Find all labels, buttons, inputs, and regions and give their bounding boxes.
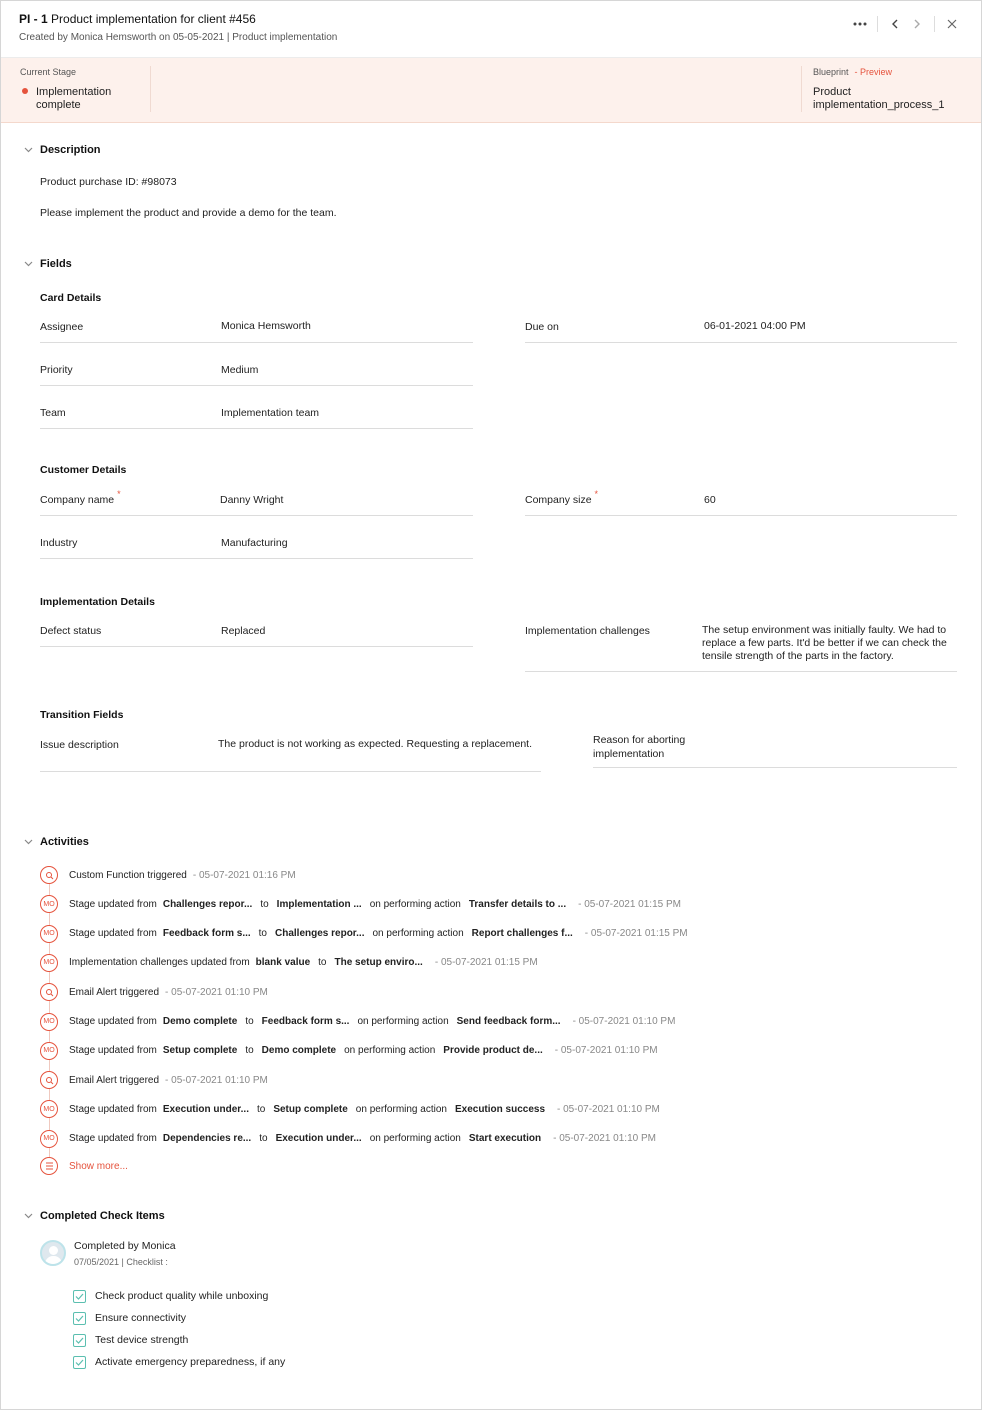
stage-status-dot: [22, 88, 28, 94]
activity-value: Demo complete: [162, 1016, 238, 1027]
activity-item: [40, 1100, 660, 1118]
current-stage-label: Current Stage: [20, 67, 77, 77]
industry-field[interactable]: [40, 529, 473, 559]
company-size-label: [525, 489, 599, 506]
company-name-field[interactable]: [40, 486, 473, 516]
checkbox-checked-icon: [73, 1334, 86, 1347]
activity-item: [40, 1071, 268, 1089]
description-line-1: Product purchase ID: #98073: [40, 176, 177, 188]
checklist-meta: 07/05/2021 | Checklist :: [74, 1257, 168, 1267]
activity-timestamp: - 05-07-2021 01:15 PM: [434, 957, 538, 969]
team-value[interactable]: Implementation team: [221, 407, 320, 419]
fields-heading-text: Fields: [40, 258, 72, 270]
activity-value: Setup complete: [162, 1045, 238, 1057]
activity-value: Start execution: [468, 1133, 542, 1145]
checkbox-checked-icon: [73, 1312, 86, 1325]
issue-description-label: Issue description: [40, 739, 119, 751]
activity-timestamp: - 05-07-2021 01:10 PM: [557, 1103, 660, 1115]
activity-value: Transfer details to ...: [468, 898, 567, 910]
implementation-details-heading: Implementation Details: [40, 596, 155, 608]
stage-divider: [801, 66, 802, 112]
activity-value: Execution under...: [275, 1133, 362, 1145]
function-icon: [40, 866, 58, 884]
defect-status-label: Defect status: [40, 625, 102, 637]
function-icon: [40, 983, 58, 1001]
activity-text: Stage updated from: [69, 1103, 157, 1115]
team-label: Team: [40, 407, 66, 419]
activity-text: Stage updated from: [69, 928, 157, 940]
activity-text: Stage updated from: [69, 1016, 157, 1027]
user-initials-badge: MO: [40, 895, 58, 913]
user-initials-badge: MO: [40, 1130, 58, 1148]
user-initials-badge: MO: [40, 1013, 58, 1031]
blueprint-preview-link[interactable]: - Preview: [854, 67, 893, 77]
header-divider: [877, 16, 878, 32]
check-item: [73, 1311, 186, 1325]
required-indicator: *: [594, 489, 599, 499]
implementation-challenges-label: Implementation challenges: [525, 625, 650, 637]
more-options-icon[interactable]: [849, 14, 871, 34]
activity-text: to: [245, 1045, 254, 1057]
description-heading[interactable]: [23, 144, 101, 156]
checkbox-checked-icon: [73, 1356, 86, 1369]
blueprint-label-text: Blueprint: [813, 67, 849, 77]
activity-text: to: [245, 1016, 254, 1027]
show-more-row[interactable]: [40, 1157, 128, 1175]
check-item-label: Ensure connectivity: [95, 1312, 187, 1324]
due-on-value[interactable]: 06-01-2021 04:00 PM: [704, 320, 806, 332]
completed-check-items-heading[interactable]: [23, 1210, 165, 1222]
close-icon[interactable]: [941, 14, 963, 34]
activity-item: [40, 1130, 656, 1148]
user-initials-badge: MO: [40, 925, 58, 943]
activity-value: Dependencies re...: [162, 1133, 252, 1145]
user-initials-badge: MO: [40, 954, 58, 972]
blueprint-value[interactable]: Product implementation_process_1: [813, 86, 945, 111]
issue-description-field[interactable]: [40, 731, 541, 772]
activity-text: Stage updated from: [69, 1045, 157, 1057]
check-item: [73, 1333, 188, 1347]
stage-divider: [150, 66, 151, 112]
activity-text: Implementation challenges updated from: [69, 957, 250, 969]
checkbox-checked-icon: [73, 1290, 86, 1303]
record-id: PI - 1: [19, 12, 48, 26]
check-item: [73, 1289, 268, 1303]
activity-text: to: [258, 928, 267, 940]
card-details-heading: Card Details: [40, 292, 102, 304]
activity-timestamp: - 05-07-2021 01:16 PM: [192, 869, 296, 881]
record-subtitle: Created by Monica Hemsworth on 05-05-2021 | Product implementation: [19, 32, 338, 43]
activity-value: Report challenges f...: [471, 928, 573, 940]
activity-timestamp: - 05-07-2021 01:10 PM: [165, 986, 268, 998]
activity-timestamp: - 05-07-2021 01:10 PM: [554, 1045, 658, 1057]
activity-timestamp: - 05-07-2021 01:10 PM: [553, 1133, 656, 1145]
industry-label: Industry: [40, 537, 78, 549]
activity-text: on performing action: [344, 1045, 436, 1057]
issue-description-value[interactable]: The product is not working as expected. Requesting a replacement.: [218, 738, 533, 750]
completed-by-text: Completed by Monica: [74, 1240, 176, 1252]
activity-timestamp: - 05-07-2021 01:10 PM: [572, 1016, 676, 1027]
company-size-value[interactable]: 60: [704, 494, 716, 506]
activity-value: Setup complete: [273, 1103, 348, 1115]
activity-text: on performing action: [355, 1103, 447, 1115]
function-icon: [40, 1071, 58, 1089]
header-divider: [934, 16, 935, 32]
blueprint-label: [813, 67, 892, 77]
show-more-link[interactable]: Show more...: [69, 1160, 128, 1172]
user-initials-badge: MO: [40, 1042, 58, 1060]
activity-item: [40, 866, 296, 884]
activity-value: Challenges repor...: [275, 928, 365, 940]
priority-field[interactable]: [40, 356, 473, 386]
activity-item: [40, 954, 538, 972]
check-item-label: Check product quality while unboxing: [95, 1290, 269, 1302]
chevron-down-icon[interactable]: [23, 837, 33, 847]
abort-reason-field[interactable]: [593, 731, 957, 768]
activity-timestamp: - 05-07-2021 01:10 PM: [165, 1074, 268, 1086]
company-name-value[interactable]: Danny Wright: [220, 494, 284, 506]
defect-status-field[interactable]: [40, 617, 473, 647]
activity-item: [40, 1042, 658, 1060]
current-stage-value: Implementation complete: [36, 86, 112, 111]
priority-value[interactable]: Medium: [221, 364, 259, 376]
record-title: [19, 12, 256, 26]
activity-text: to: [260, 898, 269, 910]
check-item-label: Test device strength: [95, 1334, 189, 1346]
priority-label: Priority: [40, 364, 73, 376]
implementation-challenges-field[interactable]: [525, 617, 957, 672]
stage-bar: [1, 58, 981, 123]
assignee-label: Assignee: [40, 321, 84, 333]
activity-value: Demo complete: [261, 1045, 337, 1057]
activity-text: to: [259, 1133, 268, 1145]
due-on-label: Due on: [525, 321, 559, 333]
activity-value: Execution success: [454, 1103, 546, 1115]
activity-value: Feedback form s...: [162, 928, 251, 940]
header-actions: [849, 14, 963, 34]
activity-timestamp: - 05-07-2021 01:15 PM: [584, 928, 688, 940]
list-icon: [40, 1157, 58, 1175]
activity-item: [40, 895, 681, 913]
avatar: [40, 1240, 66, 1266]
description-line-2: Please implement the product and provide a demo for the team.: [40, 207, 337, 219]
record-title-text: Product implementation for client #456: [51, 12, 256, 26]
user-initials-badge: MO: [40, 1100, 58, 1118]
activity-value: Feedback form s...: [261, 1016, 350, 1027]
activity-value: Send feedback form...: [456, 1016, 561, 1027]
activity-item: [40, 925, 688, 943]
activity-text: Email Alert triggered: [69, 986, 160, 998]
due-on-field[interactable]: [525, 313, 957, 343]
fields-heading[interactable]: [23, 258, 72, 270]
next-record-icon[interactable]: [906, 14, 928, 34]
defect-status-value[interactable]: Replaced: [221, 625, 266, 637]
activities-heading-text: Activities: [40, 836, 89, 848]
activity-text: Stage updated from: [69, 898, 157, 910]
assignee-field[interactable]: [40, 313, 473, 343]
chevron-down-icon[interactable]: [23, 259, 33, 269]
activity-value: blank value: [255, 957, 311, 969]
chevron-down-icon[interactable]: [23, 145, 33, 155]
activity-text: Stage updated from: [69, 1133, 157, 1145]
customer-details-heading: Customer Details: [40, 464, 127, 476]
activity-value: Execution under...: [162, 1103, 249, 1115]
activity-item: [40, 1013, 675, 1031]
activity-text: on performing action: [369, 898, 461, 910]
activity-text: to: [318, 957, 327, 969]
activity-value: The setup enviro...: [334, 957, 423, 969]
activity-text: Custom Function triggered: [69, 869, 187, 881]
abort-reason-label: Reason for aborting implementation: [593, 734, 686, 760]
activity-value: Provide product de...: [443, 1045, 543, 1057]
required-indicator: *: [117, 489, 121, 499]
assignee-value[interactable]: Monica Hemsworth: [221, 320, 311, 332]
activity-text: to: [256, 1103, 266, 1115]
company-name-label-text: Company name: [40, 494, 115, 506]
activity-text: on performing action: [369, 1133, 461, 1145]
activity-value: Implementation ...: [276, 898, 362, 910]
activity-value: Challenges repor...: [162, 898, 253, 910]
implementation-challenges-value[interactable]: The setup environment was initially faulty. We had to replace a few parts. It'd be better if we can check the tensile strength of the parts in the factory.: [702, 624, 947, 662]
activity-text: on performing action: [372, 928, 464, 940]
chevron-down-icon[interactable]: [23, 1211, 33, 1221]
industry-value[interactable]: Manufacturing: [221, 537, 288, 549]
company-size-label-text: Company size: [525, 494, 592, 506]
check-item-label: Activate emergency preparedness, if any: [95, 1356, 286, 1368]
team-field[interactable]: [40, 399, 473, 429]
record-header: [1, 1, 981, 58]
transition-fields-heading: Transition Fields: [40, 709, 124, 721]
company-name-label: [40, 489, 121, 506]
company-size-field[interactable]: [525, 486, 957, 516]
activity-text: on performing action: [357, 1016, 449, 1027]
previous-record-icon[interactable]: [884, 14, 906, 34]
completed-check-items-heading-text: Completed Check Items: [40, 1210, 165, 1222]
activity-text: Email Alert triggered: [69, 1074, 160, 1086]
check-item: [73, 1355, 285, 1369]
activities-heading[interactable]: [23, 836, 89, 848]
activity-timestamp: - 05-07-2021 01:15 PM: [578, 898, 681, 910]
activity-item: [40, 983, 268, 1001]
description-heading-text: Description: [40, 144, 101, 156]
